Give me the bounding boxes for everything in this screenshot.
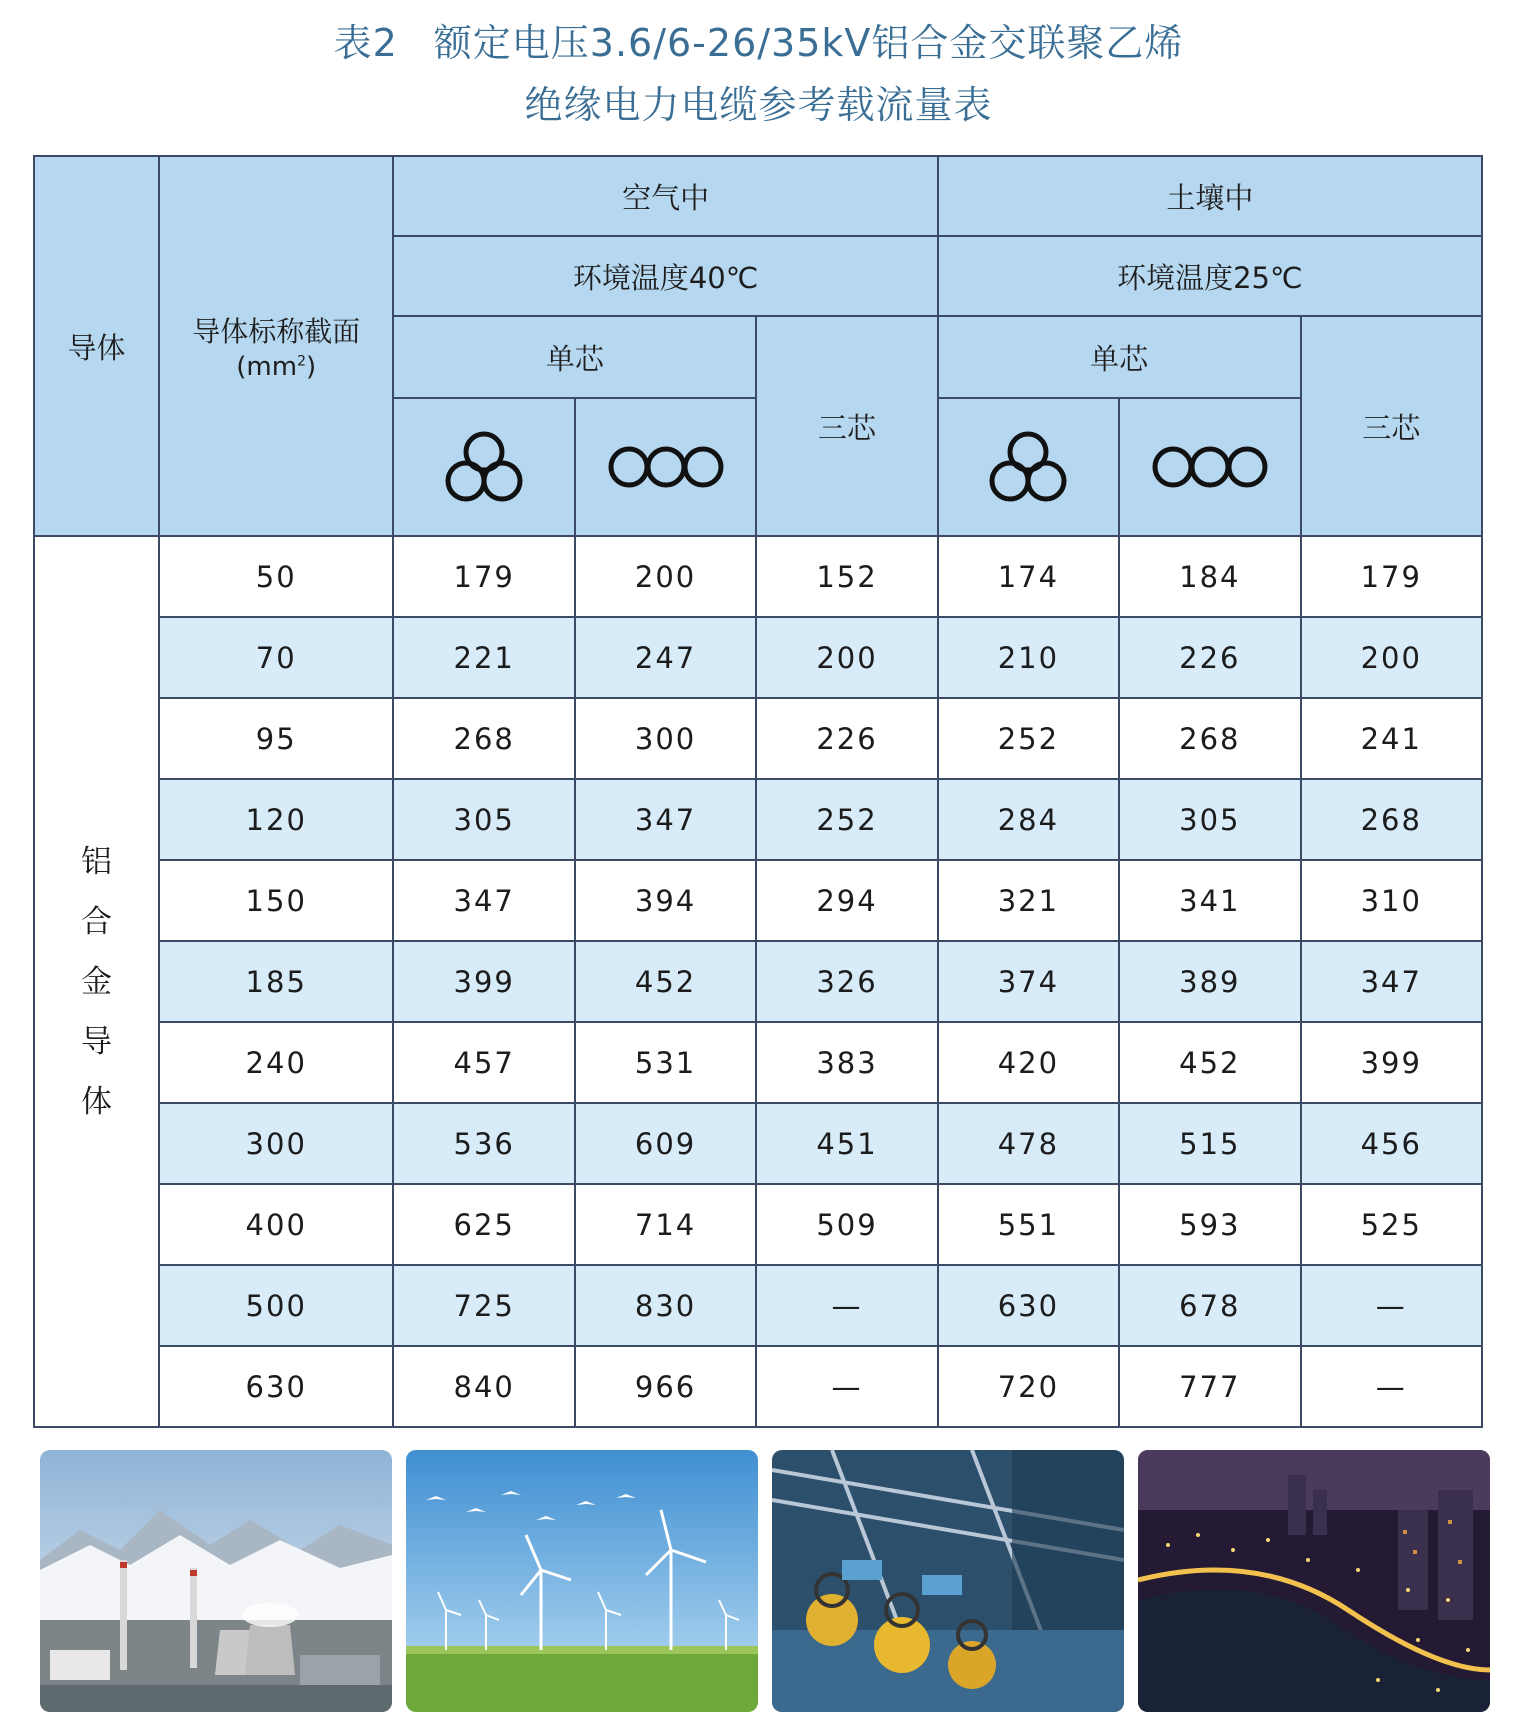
- page-title: [0, 12, 1517, 136]
- table-row: [34, 1103, 1482, 1184]
- cell-section: 95: [159, 698, 394, 779]
- cell-value: 152: [756, 536, 937, 617]
- cell-value: 174: [938, 536, 1119, 617]
- title-line-2: 绝缘电力电缆参考载流量表: [524, 83, 993, 127]
- header-section-label: 导体标称截面: [192, 315, 361, 348]
- cell-value: 399: [1301, 1022, 1482, 1103]
- title-line-1: [0, 12, 1517, 74]
- cell-value: 456: [1301, 1103, 1482, 1184]
- cell-value: 347: [575, 779, 756, 860]
- header-section: [159, 156, 394, 536]
- header-air-temperature: 环境温度40℃: [393, 236, 937, 316]
- cell-value: 305: [393, 779, 574, 860]
- table-row: [34, 1346, 1482, 1427]
- cell-value: —: [1301, 1265, 1482, 1346]
- cell-value: 515: [1119, 1103, 1300, 1184]
- table-row: [34, 1022, 1482, 1103]
- table-row: [34, 617, 1482, 698]
- cell-section: 400: [159, 1184, 394, 1265]
- cell-value: 226: [756, 698, 937, 779]
- header-air-flat: [575, 398, 756, 536]
- cell-value: 268: [1119, 698, 1300, 779]
- cell-value: —: [756, 1265, 937, 1346]
- cell-value: 326: [756, 941, 937, 1022]
- header-in-air: 空气中: [393, 156, 937, 236]
- header-soil-single-core: 单芯: [938, 316, 1301, 398]
- cell-value: 830: [575, 1265, 756, 1346]
- cell-value: 478: [938, 1103, 1119, 1184]
- header-soil-flat: [1119, 398, 1300, 536]
- cell-value: 457: [393, 1022, 574, 1103]
- cell-value: 394: [575, 860, 756, 941]
- cell-value: 341: [1119, 860, 1300, 941]
- cell-value: 509: [756, 1184, 937, 1265]
- cell-value: 630: [938, 1265, 1119, 1346]
- cell-section: 120: [159, 779, 394, 860]
- industrial-valves-photo: [772, 1450, 1124, 1712]
- header-air-three-core: 三芯: [756, 316, 937, 536]
- table-row: [34, 1184, 1482, 1265]
- cell-value: 383: [756, 1022, 937, 1103]
- trefoil-icon: [988, 430, 1068, 504]
- cell-value: 200: [1301, 617, 1482, 698]
- cell-value: 625: [393, 1184, 574, 1265]
- trefoil-icon: [444, 430, 524, 504]
- cell-section: 185: [159, 941, 394, 1022]
- cell-value: 347: [393, 860, 574, 941]
- cell-value: 221: [393, 617, 574, 698]
- cell-value: 609: [575, 1103, 756, 1184]
- cell-value: 452: [575, 941, 756, 1022]
- cell-value: 420: [938, 1022, 1119, 1103]
- cell-section: 300: [159, 1103, 394, 1184]
- flat-formation-icon: [1151, 444, 1269, 490]
- cell-value: 451: [756, 1103, 937, 1184]
- cell-value: 525: [1301, 1184, 1482, 1265]
- cell-section: 150: [159, 860, 394, 941]
- cell-value: 184: [1119, 536, 1300, 617]
- cell-value: —: [1301, 1346, 1482, 1427]
- cell-value: 241: [1301, 698, 1482, 779]
- header-in-soil: 土壤中: [938, 156, 1482, 236]
- conductor-material-label: 铝 合 金 导 体: [34, 536, 159, 1427]
- cell-value: 536: [393, 1103, 574, 1184]
- cell-value: 678: [1119, 1265, 1300, 1346]
- cell-value: 452: [1119, 1022, 1300, 1103]
- flat-formation-icon: [607, 444, 725, 490]
- cell-value: 252: [756, 779, 937, 860]
- cell-value: 389: [1119, 941, 1300, 1022]
- photo-strip: [40, 1450, 1490, 1715]
- cell-section: 630: [159, 1346, 394, 1427]
- title-text-1: 额定电压3.6/6-26/35kV铝合金交联聚乙烯: [433, 21, 1184, 65]
- cell-value: 210: [938, 617, 1119, 698]
- cell-section: 50: [159, 536, 394, 617]
- cell-value: 551: [938, 1184, 1119, 1265]
- wind-farm-photo: [406, 1450, 758, 1712]
- cell-value: 840: [393, 1346, 574, 1427]
- cell-value: 179: [1301, 536, 1482, 617]
- header-conductor: 导体: [34, 156, 159, 536]
- table-row: [34, 860, 1482, 941]
- cell-value: 294: [756, 860, 937, 941]
- header-air-trefoil: [393, 398, 574, 536]
- header-section-unit: $(mm^2)$: [236, 352, 317, 382]
- city-night-photo: [1138, 1450, 1490, 1712]
- header-soil-temperature: 环境温度25℃: [938, 236, 1482, 316]
- cell-value: 399: [393, 941, 574, 1022]
- table-row: [34, 779, 1482, 860]
- cell-value: 321: [938, 860, 1119, 941]
- cell-value: 268: [393, 698, 574, 779]
- cell-value: 593: [1119, 1184, 1300, 1265]
- table-row: [34, 1265, 1482, 1346]
- cell-value: 531: [575, 1022, 756, 1103]
- cell-value: 720: [938, 1346, 1119, 1427]
- cell-value: 200: [575, 536, 756, 617]
- header-soil-trefoil: [938, 398, 1119, 536]
- table-row: [34, 698, 1482, 779]
- table-row: [34, 536, 1482, 617]
- cell-value: —: [756, 1346, 937, 1427]
- cell-value: 252: [938, 698, 1119, 779]
- cell-value: 310: [1301, 860, 1482, 941]
- cell-value: 777: [1119, 1346, 1300, 1427]
- cell-section: 70: [159, 617, 394, 698]
- table-row: [34, 941, 1482, 1022]
- cell-value: 374: [938, 941, 1119, 1022]
- cell-section: 240: [159, 1022, 394, 1103]
- cell-value: 226: [1119, 617, 1300, 698]
- header-soil-three-core: 三芯: [1301, 316, 1482, 536]
- cell-value: 966: [575, 1346, 756, 1427]
- cell-section: 500: [159, 1265, 394, 1346]
- cell-value: 268: [1301, 779, 1482, 860]
- cell-value: 179: [393, 536, 574, 617]
- cell-value: 284: [938, 779, 1119, 860]
- power-plant-photo: [40, 1450, 392, 1712]
- cell-value: 247: [575, 617, 756, 698]
- cell-value: 725: [393, 1265, 574, 1346]
- cell-value: 300: [575, 698, 756, 779]
- table-number: 表2: [333, 21, 398, 65]
- header-air-single-core: 单芯: [393, 316, 756, 398]
- cell-value: 347: [1301, 941, 1482, 1022]
- cell-value: 714: [575, 1184, 756, 1265]
- cell-value: 200: [756, 617, 937, 698]
- ampacity-table: [33, 155, 1483, 1428]
- cell-value: 305: [1119, 779, 1300, 860]
